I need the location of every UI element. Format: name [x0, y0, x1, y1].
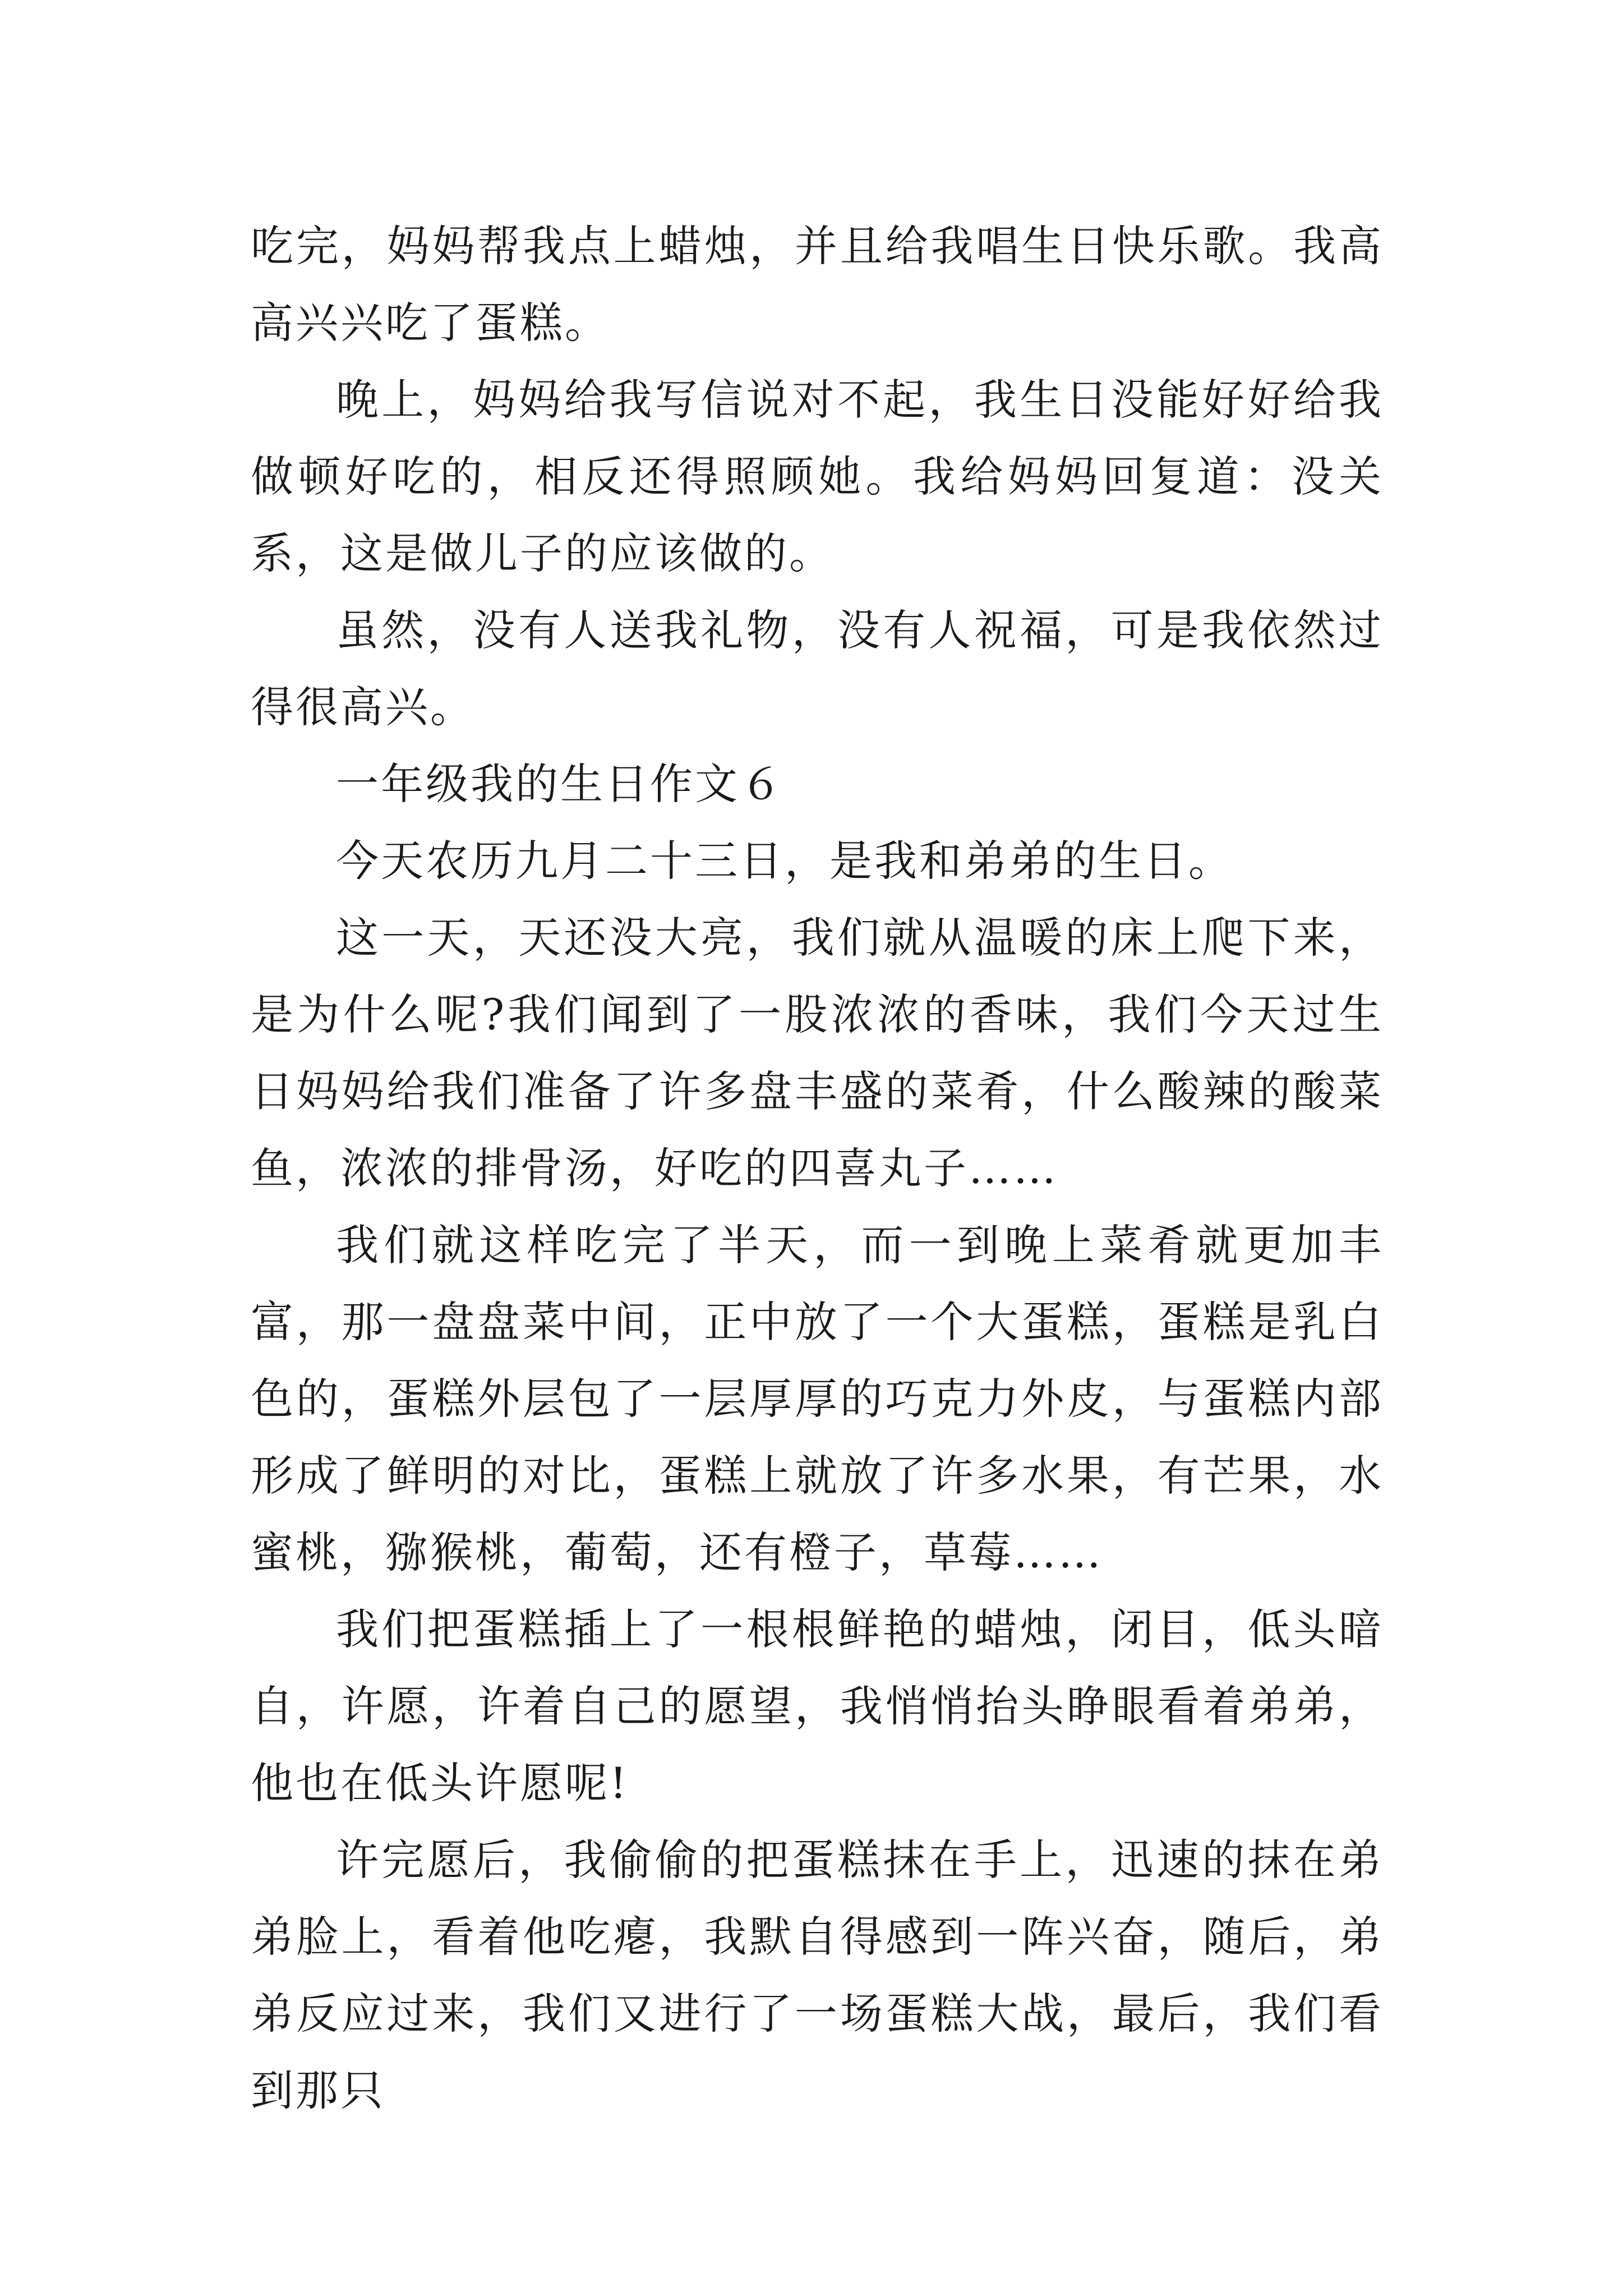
- essay-heading: 一年级我的生日作文６: [336, 759, 785, 809]
- paragraph: 我们把蛋糕插上了一根根鲜艳的蜡烛，闭目，低头暗自，许愿，许着自己的愿望，我悄悄抬头睁眼看着弟弟，他也在低头许愿呢!: [251, 1604, 1384, 1808]
- paragraph: 许完愿后，我偷偷的把蛋糕抹在手上，迅速的抹在弟弟脸上，看着他吃瘪，我默自得感到一阵兴奋，随后，弟弟反应过来，我们又进行了一场蛋糕大战，最后，我们看到那只: [251, 1835, 1384, 2115]
- paragraph: 虽然，没有人送我礼物，没有人祝福，可是我依然过得很高兴。: [251, 605, 1384, 732]
- paragraph: 今天农历九月二十三日，是我和弟弟的生日。: [336, 836, 1233, 886]
- paragraph: 这一天，天还没大亮，我们就从温暖的床上爬下来，是为什么呢?我们闻到了一股浓浓的香味，我们今天过生日妈妈给我们准备了许多盘丰盛的菜肴，什么酸辣的酸菜鱼，浓浓的排骨汤，好吃的四喜丸子……: [251, 913, 1384, 1193]
- paragraph: 我们就这样吃完了半天，而一到晚上菜肴就更加丰富，那一盘盘菜中间，正中放了一个大蛋糕，蛋糕是乳白色的，蛋糕外层包了一层厚厚的巧克力外皮，与蛋糕内部形成了鲜明的对比，蛋糕上就放了许多水果，有芒果，水蜜桃，猕猴桃，葡萄，还有橙子，草莓……: [251, 1220, 1384, 1577]
- paragraph: 晚上，妈妈给我写信说对不起，我生日没能好好给我做顿好吃的，相反还得照顾她。我给妈妈回复道：没关系，这是做儿子的应该做的。: [251, 375, 1384, 578]
- paragraph-continuation: 吃完，妈妈帮我点上蜡烛，并且给我唱生日快乐歌。我高高兴兴吃了蛋糕。: [251, 221, 1384, 348]
- document-body: [251, 208, 1384, 2129]
